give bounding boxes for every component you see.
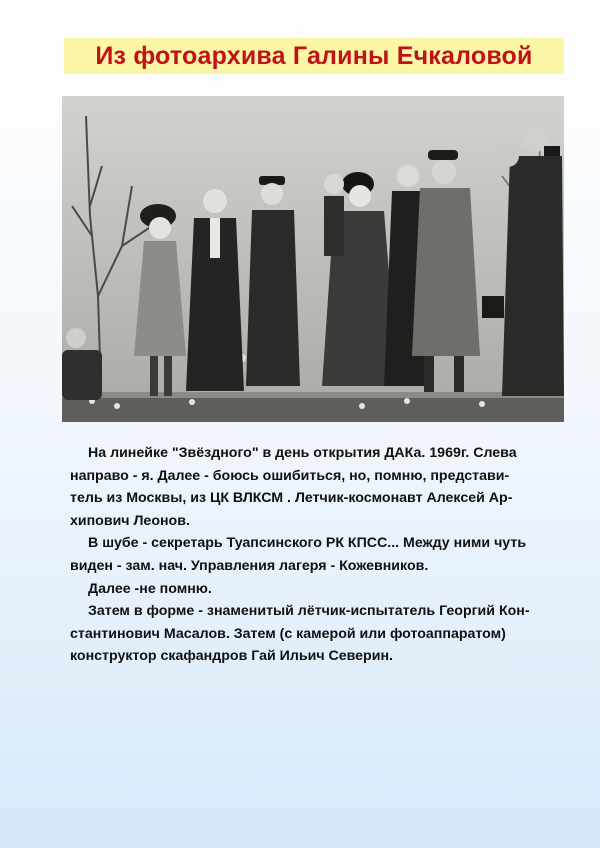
archive-photo: [62, 96, 564, 422]
caption-line: тель из Москвы, из ЦК ВЛКСМ . Летчик-космонавт Алексей Ар-: [70, 490, 513, 507]
caption-line: конструктор скафандров Гай Ильич Северин.: [70, 648, 393, 665]
caption-line: стантинович Масалов. Затем (с камерой или фотоаппаратом): [70, 625, 506, 642]
title-banner: [64, 38, 564, 74]
photo-caption: [70, 442, 556, 668]
caption-line: виден - зам. нач. Управления лагеря - Кожевников.: [70, 557, 429, 574]
caption-line: Затем в форме - знаменитый лётчик-испытатель Георгий Кон-: [88, 603, 530, 620]
archive-photo-image: [62, 96, 564, 422]
caption-line: На линейке "Звёздного" в день открытия ДАКа. 1969г. Слева: [88, 445, 517, 461]
caption-line: Далее -не помню.: [88, 580, 212, 597]
page-title: Из фотоархива Галины Ечкаловой: [95, 41, 533, 70]
caption-line: В шубе - секретарь Туапсинского РК КПСС... Между ними чуть: [88, 535, 527, 552]
caption-line: направо - я. Далее - боюсь ошибиться, но, помню, представи-: [70, 467, 510, 484]
caption-line: хипович Леонов.: [70, 512, 190, 529]
